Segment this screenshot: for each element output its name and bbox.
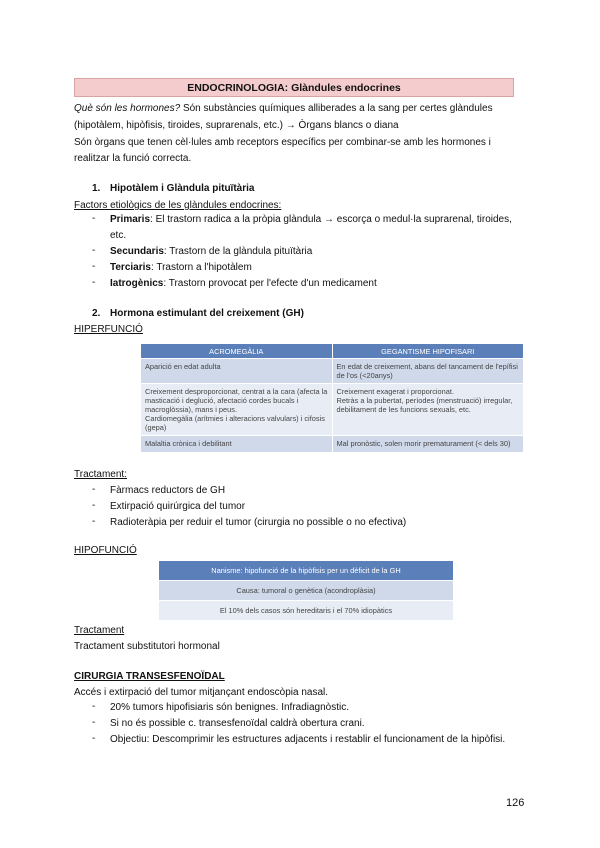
- bullet-dash: -: [92, 484, 96, 495]
- list-item: [0, 277, 600, 293]
- item-text: Radioteràpia per reduir el tumor (cirurgia no possible o no efectiva): [110, 517, 407, 528]
- section2-heading: Hormona estimulant del creixement (GH): [110, 308, 304, 319]
- table-row: [141, 359, 524, 384]
- list-item: [0, 261, 600, 277]
- bullet-dash: -: [92, 277, 96, 288]
- intro-line-3: Són òrgans que tenen cèl·lules amb receptors específics per combinar-se amb les hormones i: [74, 137, 491, 148]
- table-row: [141, 436, 524, 453]
- list-item: [0, 701, 600, 717]
- bullet-dash: -: [92, 500, 96, 511]
- list-item: [0, 733, 600, 749]
- item-label: Secundaris: [110, 246, 164, 257]
- section1-subheading: Factors etiològics de les glàndules endocrines:: [74, 200, 282, 211]
- list-item: [0, 213, 600, 229]
- bullet-dash: -: [92, 516, 96, 527]
- table-cell: Causa: tumoral o genètica (acondroplàsia): [159, 581, 454, 601]
- intro-line-1: [74, 102, 493, 115]
- hypofunction-table: [158, 560, 454, 621]
- item-text-cont: etc.: [110, 230, 127, 241]
- hypo-treatment-label: Tractament: [74, 625, 125, 636]
- page-title: ENDOCRINOLOGIA: Glàndules endocrines: [74, 78, 514, 97]
- table-row: [141, 384, 524, 436]
- hyperfunction-table: [140, 343, 524, 453]
- item-text: : Trastorn a l'hipotàlem: [150, 262, 252, 273]
- item-label: Primaris: [110, 214, 151, 225]
- table-cell: Aparició en edat adulta: [141, 359, 333, 384]
- table-cell: Mal pronòstic, solen morir prematurament (< dels 30): [332, 436, 524, 453]
- item-text: Si no és possible c. transesfenoïdal caldrà obertura crani.: [110, 718, 365, 729]
- table-cell: Malaltia crònica i debilitant: [141, 436, 333, 453]
- bullet-dash: -: [92, 717, 96, 728]
- table-header: GEGANTISME HIPOFISARI: [332, 344, 524, 359]
- intro-question: Què són les hormones?: [74, 103, 181, 114]
- hyperfunction-label: HIPERFUNCIÓ: [74, 324, 143, 335]
- hypo-treatment-text: Tractament substitutori hormonal: [74, 641, 220, 652]
- item-label: Terciaris: [110, 262, 151, 273]
- list-item-continuation: [0, 229, 600, 245]
- table-header: Nanisme: hipofunció de la hipòfisis per un dèficit de la GH: [159, 561, 454, 581]
- list-item: [0, 717, 600, 733]
- bullet-dash: -: [92, 261, 96, 272]
- table-cell: Creixement exagerat i proporcionat. Retràs a la pubertat, períodes (menstruació) irregular, debilitament de les funcions sexuals, etc.: [332, 384, 524, 436]
- list-item: [0, 245, 600, 261]
- table-header: ACROMEGÀLIA: [141, 344, 333, 359]
- bullet-dash: -: [92, 701, 96, 712]
- list-item: [0, 500, 600, 516]
- bullet-dash: -: [92, 213, 96, 224]
- hypofunction-label: HIPOFUNCIÓ: [74, 545, 137, 556]
- page-number: 126: [506, 797, 525, 809]
- list-item: [0, 516, 600, 532]
- treatment-label: Tractament:: [74, 469, 127, 480]
- section1-number: 1.: [92, 183, 101, 194]
- section2-number: 2.: [92, 308, 101, 319]
- intro-line-4: realitzar la funció correcta.: [74, 153, 192, 164]
- list-item: [0, 484, 600, 500]
- surgery-list: [0, 701, 600, 749]
- section1-heading: Hipotàlem i Glàndula pituïtària: [110, 183, 255, 194]
- table-row: [159, 581, 454, 601]
- treatment-list: [0, 484, 600, 532]
- table-row: [159, 601, 454, 621]
- surgery-intro: Accés i extirpació del tumor mitjançant endoscòpia nasal.: [74, 687, 329, 698]
- item-text: 20% tumors hipofisiaris són benignes. Infradiagnòstic.: [110, 702, 350, 713]
- item-text: : Trastorn de la glàndula pituïtària: [163, 246, 313, 257]
- item-text: : Trastorn provocat per l'efecte d'un medicament: [163, 278, 377, 289]
- item-text: Extirpació quirúrgica del tumor: [110, 501, 246, 512]
- bullet-dash: -: [92, 733, 96, 744]
- surgery-heading: CIRURGIA TRANSESFENOÏDAL: [74, 671, 225, 682]
- etiology-list: [0, 213, 600, 293]
- intro-line-2: (hipotàlem, hipòfisis, tiroides, suprarenals, etc.) → Òrgans blancs o diana: [74, 120, 399, 131]
- table-cell: Creixement desproporcionat, centrat a la cara (afecta la masticació i deglució, afectació cordes bucals i macroglòssia), mans i peus. Cardiomegàlia (arítmies i alteracions valvulars) i cifosis (gepa): [141, 384, 333, 436]
- bullet-dash: -: [92, 245, 96, 256]
- item-text: Fàrmacs reductors de GH: [110, 485, 226, 496]
- table-cell: El 10% dels casos són hereditaris i el 70% idiopàtics: [159, 601, 454, 621]
- item-text: : El trastorn radica a la pròpia glàndula → escorça o medul·la suprarenal, tiroides,: [150, 214, 512, 225]
- intro-line-1-text: Són substàncies químiques alliberades a la sang per certes glàndules: [180, 103, 493, 114]
- table-cell: En edat de creixement, abans del tancament de l'epífisi de l'os (<20anys): [332, 359, 524, 384]
- item-text: Objectiu: Descomprimir les estructures adjacents i restablir el funcionament de la hipòfisi.: [110, 734, 506, 745]
- item-label: Iatrogènics: [110, 278, 164, 289]
